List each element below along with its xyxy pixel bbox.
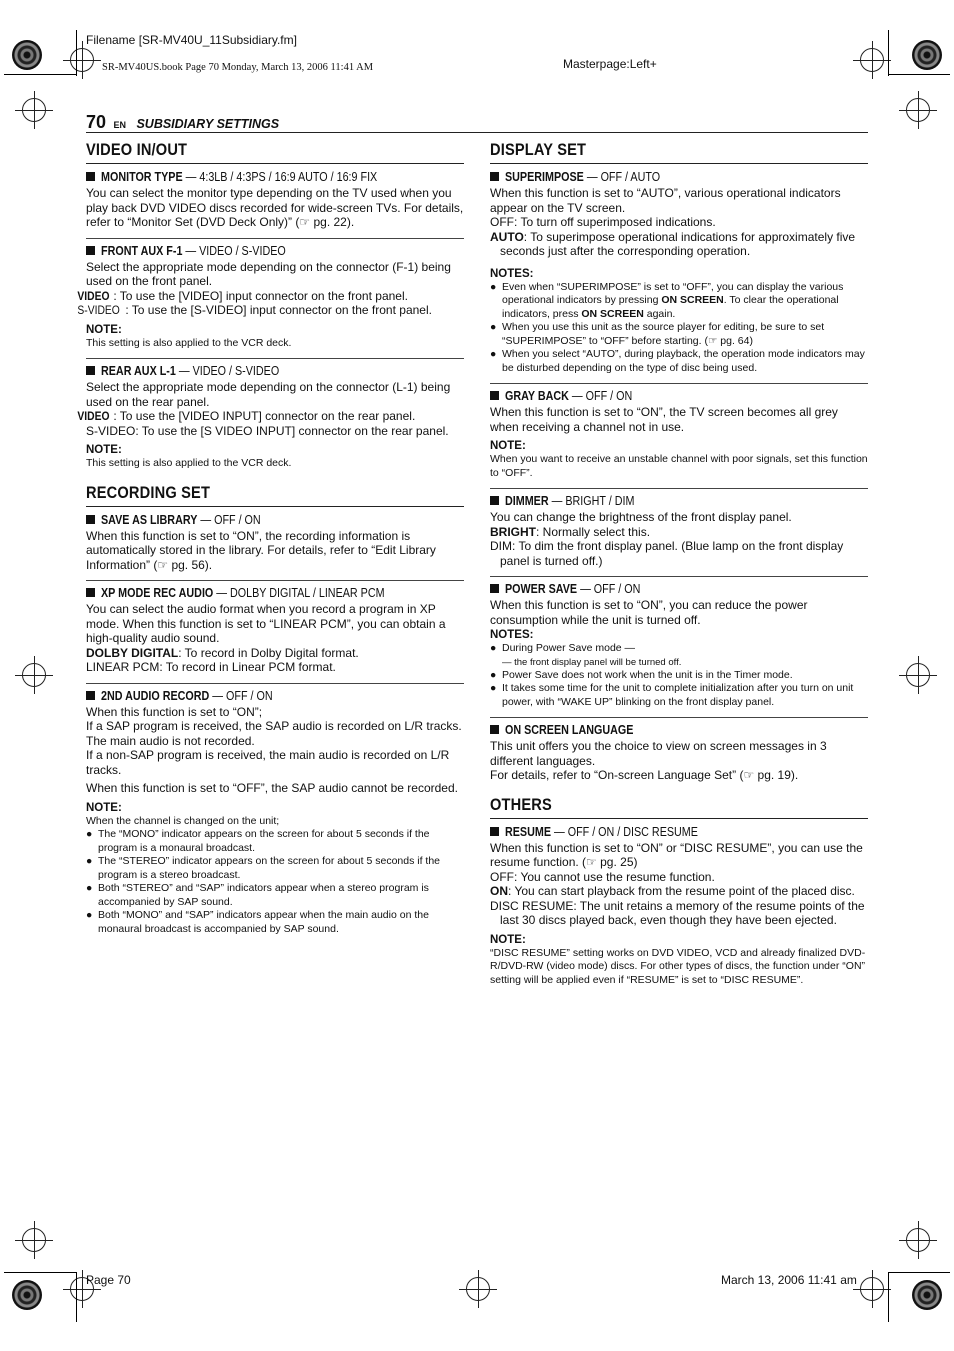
note-bullet: ● Power Save does not work when the unit is in the Timer mode. [490, 668, 793, 681]
square-bullet-icon [490, 827, 499, 836]
note-text: This setting is also applied to the VCR deck. [86, 336, 292, 349]
item-heading: SUPERIMPOSE — OFF / AUTO [490, 170, 868, 184]
crop-mark [888, 1272, 889, 1322]
note-bullet: ● The “STEREO” indicator appears on the screen for about 5 seconds if the program is a stereo broadcast. [86, 855, 441, 881]
note-bullet: ● When you use this unit as the source player for editing, be sure to set “SUPERIMPOSE” to “OFF” before starting. (☞ pg. 64) [490, 321, 825, 347]
square-bullet-icon [86, 588, 95, 597]
crop-mark [76, 30, 77, 76]
crop-mark [76, 1272, 77, 1322]
option-line: VIDEO : To use the [VIDEO INPUT] connector on the rear panel. [77, 409, 416, 423]
option-line: BRIGHT: Normally select this. [490, 524, 651, 539]
item-divider [490, 488, 868, 489]
note-text: When you want to receive an unstable channel with poor signals, set this function to “OFF”. [490, 453, 868, 479]
option-line: OFF: You cannot use the resume function. [490, 869, 715, 884]
note-heading: NOTE: [490, 440, 526, 452]
option-line: AUTO: To superimpose operational indications for approximately five seconds just after the corresponding operation. [490, 229, 856, 258]
square-bullet-icon [86, 366, 95, 375]
item-heading: RESUME — OFF / ON / DISC RESUME [490, 825, 868, 839]
book-info-line: SR-MV40US.book Page 70 Monday, March 13, 2006 11:41 AM [102, 62, 374, 73]
item-heading: FRONT AUX F-1 — VIDEO / S-VIDEO [86, 244, 464, 258]
filename-label: Filename [SR-MV40U_11Subsidiary.fm] [86, 33, 297, 47]
option-line: DISC RESUME: The unit retains a memory of the resume points of the last 30 discs played back, even though they have been ejected. [490, 898, 865, 927]
item-save-as-library [86, 513, 464, 573]
section-title-recording: RECORDING SET [86, 482, 211, 502]
item-rear-aux [77, 364, 464, 471]
note-bullet: ● Both “STEREO” and “SAP” indicators appear when a stereo program is accompanied by SAP sound. [86, 882, 429, 908]
item-body: When this function is set to “AUTO”, various operational indicators appear on the TV screen. [490, 186, 841, 215]
square-bullet-icon [490, 496, 499, 505]
square-bullet-icon [86, 172, 95, 181]
note-bullet: ● During Power Save mode — [490, 642, 636, 654]
item-divider [86, 580, 464, 581]
square-bullet-icon [490, 391, 499, 400]
item-heading: SAVE AS LIBRARY — OFF / ON [86, 513, 464, 527]
note-text: “DISC RESUME” setting works on DVD VIDEO, VCD and already finalized DVD-R/DVD-RW (video mode) discs. For other types of discs, the function under “ON” setting will be applied even if “RESUME” is set to “DISC RESUME”. [490, 946, 866, 986]
item-body: You can select the monitor type depending on the TV used when you play back DVD VIDEO discs recorded for wide-screen TVs. For details, refer to “Monitor Set (DVD Deck Only)” (☞ pg. 22). [86, 186, 464, 229]
item-heading: REAR AUX L-1 — VIDEO / S-VIDEO [86, 364, 464, 378]
item-heading: DIMMER — BRIGHT / DIM [490, 494, 868, 508]
note-heading: NOTE: [86, 444, 122, 456]
item-divider [86, 358, 464, 359]
item-heading: XP MODE REC AUDIO — DOLBY DIGITAL / LINEAR PCM [86, 586, 464, 600]
item-on-screen-language [490, 723, 868, 783]
page-header [86, 112, 868, 133]
item-body: Select the appropriate mode depending on the connector (F-1) being used on the front panel. [86, 259, 451, 288]
item-heading: ON SCREEN LANGUAGE [490, 723, 868, 737]
note-bullet: ● The “MONO” indicator appears on the screen for about 5 seconds if the program is a monaural broadcast. [86, 828, 430, 854]
item-body: You can select the audio format when you record a program in XP mode. When this function is set to “LINEAR PCM”, you can obtain a high-quality audio sound. [86, 602, 446, 645]
item-divider [490, 383, 868, 384]
item-body: You can change the brightness of the front display panel. [490, 510, 792, 524]
item-xp-mode-rec-audio [86, 586, 464, 675]
section-rule [490, 818, 868, 819]
notes-heading: NOTES: [490, 267, 534, 280]
option-line: OFF: To turn off superimposed indications. [490, 215, 716, 229]
item-divider [86, 683, 464, 684]
note-sub-bullet: — the front display panel will be turned off. [502, 656, 682, 668]
notes-heading: NOTES: [490, 629, 534, 641]
option-line: DOLBY DIGITAL: To record in Dolby Digital format. [86, 645, 359, 660]
crop-mark [4, 74, 76, 75]
page-number: 70 [86, 112, 107, 132]
registration-rosette [12, 1280, 42, 1310]
registration-mark [860, 48, 884, 72]
item-body: When this function is set to “ON”, the TV screen becomes all grey when receiving a channel not in use. [490, 405, 838, 434]
item-body: Select the appropriate mode depending on the connector (L-1) being used on the rear panel. [86, 380, 451, 409]
left-column [77, 138, 464, 936]
item-body: If a SAP program is received, the SAP audio is recorded on L/R tracks. The main audio is not recorded. [86, 719, 462, 748]
crop-mark [888, 30, 889, 76]
item-body: When this function is set to “ON” or “DISC RESUME”, you can use the resume function. (☞ pg. 25) [490, 840, 863, 869]
item-body: When this function is set to “ON”; [86, 704, 263, 719]
item-body: For details, refer to “On-screen Language Set” (☞ pg. 19). [490, 768, 799, 782]
square-bullet-icon [490, 725, 499, 734]
item-divider [86, 238, 464, 239]
registration-mark [906, 1228, 930, 1252]
option-line: S-VIDEO : To use the [S-VIDEO] input connector on the front panel. [77, 303, 432, 317]
item-body: When this function is set to “ON”, the recording information is automatically stored in the library. For details, refer to “Edit Library Information” (☞ pg. 56). [86, 528, 436, 572]
registration-mark [22, 663, 46, 687]
item-front-aux [77, 243, 464, 351]
item-dimmer [490, 494, 868, 568]
note-text: This setting is also applied to the VCR deck. [86, 457, 292, 469]
registration-mark [860, 1277, 884, 1301]
item-resume [490, 825, 868, 988]
section-rule [86, 163, 464, 164]
option-line: VIDEO : To use the [VIDEO] input connector on the front panel. [77, 288, 408, 303]
page-language: EN [113, 120, 126, 130]
item-body: If a non-SAP program is received, the main audio is recorded on L/R tracks. [86, 748, 450, 777]
registration-mark [466, 1277, 490, 1301]
square-bullet-icon [86, 515, 95, 524]
square-bullet-icon [86, 246, 95, 255]
option-line: ON: You can start playback from the resume point of the placed disc. [490, 884, 855, 898]
item-body: When this function is set to “OFF”, the SAP audio cannot be recorded. [86, 781, 458, 795]
running-title: SUBSIDIARY SETTINGS [136, 117, 280, 131]
header-rule [86, 132, 868, 133]
registration-mark [906, 663, 930, 687]
item-heading: 2ND AUDIO RECORD — OFF / ON [86, 689, 464, 703]
section-rule [86, 506, 464, 507]
footer-date: March 13, 2006 11:41 am [721, 1273, 857, 1287]
item-power-save [490, 582, 868, 709]
footer-page: Page 70 [86, 1273, 131, 1287]
square-bullet-icon [490, 584, 499, 593]
item-body: When this function is set to “ON”, you can reduce the power consumption while the unit is turned off. [490, 598, 808, 627]
section-title-others: OTHERS [490, 794, 552, 814]
registration-mark [22, 1228, 46, 1252]
item-heading: MONITOR TYPE — 4:3LB / 4:3PS / 16:9 AUTO / 16:9 FIX [86, 170, 464, 184]
note-bullet: ● When you select “AUTO”, during playback, the operation mode indicators may be disturbed depending on the type of disc being used. [490, 348, 865, 374]
registration-mark [906, 98, 930, 122]
square-bullet-icon [490, 172, 499, 181]
note-text: When the channel is changed on the unit; [86, 814, 280, 827]
option-line: LINEAR PCM: To record in Linear PCM format. [86, 660, 336, 674]
registration-mark [22, 98, 46, 122]
registration-mark [70, 48, 94, 72]
section-title-display: DISPLAY SET [490, 140, 587, 159]
option-line: DIM: To dim the front display panel. (Blue lamp on the front display panel is turned off.) [490, 539, 844, 568]
item-superimpose [490, 170, 868, 375]
item-heading: POWER SAVE — OFF / ON [490, 582, 868, 596]
item-gray-back [490, 389, 868, 480]
registration-rosette [912, 40, 942, 70]
note-bullet: ● Both “MONO” and “SAP” indicators appear when the main audio on the monaural broadcast is accompanied by SAP sound. [86, 909, 429, 935]
option-line: S-VIDEO: To use the [S VIDEO INPUT] connector on the rear panel. [86, 423, 449, 438]
section-rule [490, 163, 868, 164]
item-divider [490, 717, 868, 718]
item-divider [490, 576, 868, 577]
registration-rosette [912, 1280, 942, 1310]
square-bullet-icon [86, 691, 95, 700]
item-body: This unit offers you the choice to view on screen messages in 3 different languages. [490, 739, 827, 768]
masterpage-label: Masterpage:Left+ [563, 57, 657, 71]
crop-mark [888, 74, 950, 75]
registration-rosette [12, 40, 42, 70]
crop-mark [888, 1272, 950, 1273]
note-bullet: ● Even when “SUPERIMPOSE” is set to “OFF”, you can display the various operational indicators by pressing ON SCREEN. To clear the operational indicators, press ON SCREEN again. [490, 280, 844, 320]
item-2nd-audio-record [86, 689, 464, 937]
note-heading: NOTE: [86, 323, 122, 336]
item-monitor-type [86, 170, 464, 230]
note-heading: NOTE: [86, 801, 122, 814]
item-heading: GRAY BACK — OFF / ON [490, 389, 868, 403]
right-column [490, 138, 868, 987]
note-heading: NOTE: [490, 933, 526, 946]
note-bullet: ● It takes some time for the unit to complete initialization after you turn on unit power, with “WAKE UP” blinking on the front display panel. [490, 682, 854, 708]
section-title-video: VIDEO IN/OUT [86, 140, 188, 159]
crop-mark [4, 1272, 76, 1273]
